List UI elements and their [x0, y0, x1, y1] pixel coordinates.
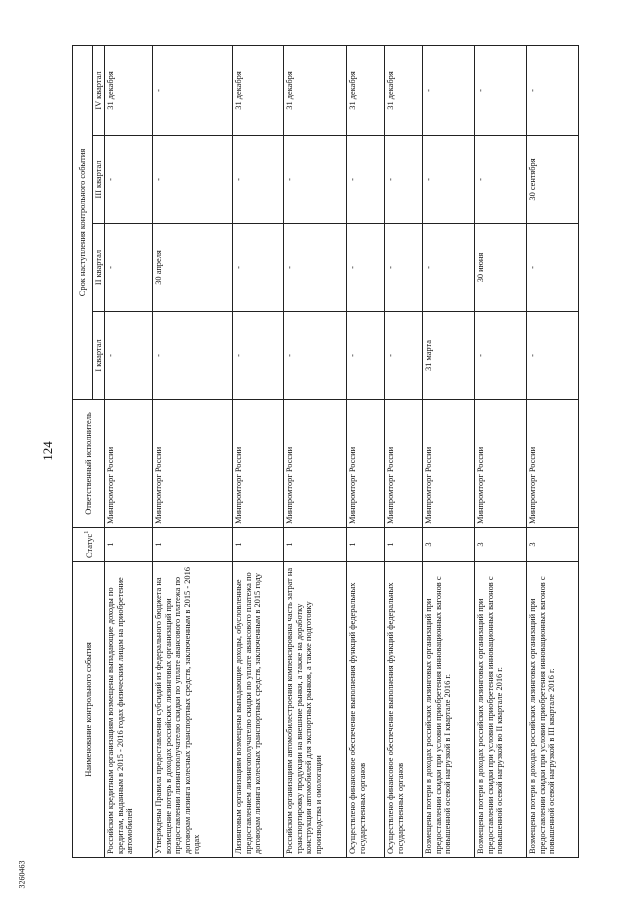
- event-q1: -: [475, 312, 527, 400]
- header-q1: I квартал: [93, 312, 105, 400]
- header-q3: III квартал: [93, 136, 105, 224]
- event-q3: -: [153, 136, 233, 224]
- event-q2: -: [527, 224, 579, 312]
- event-responsible: Минпромторг России: [385, 400, 423, 528]
- event-q3: -: [475, 136, 527, 224]
- event-responsible: Минпромторг России: [527, 400, 579, 528]
- header-responsible: Ответственный исполнитель: [73, 400, 105, 528]
- event-name: Российским организациям автомобилестроения компенсирована часть затрат на транспортировку продукции на внешние рынки, а также на доработку конструкции автомобилей для экспортных рынков, а также подготовку производства и омологации: [284, 562, 347, 858]
- event-q4: -: [475, 46, 527, 136]
- header-status-text: Статус: [84, 533, 94, 558]
- event-q2: -: [233, 224, 284, 312]
- header-name: Наименование контрольного события: [73, 562, 105, 858]
- event-status: 1: [233, 528, 284, 562]
- event-q1: -: [233, 312, 284, 400]
- event-q2: 30 июня: [475, 224, 527, 312]
- event-responsible: Минпромторг России: [153, 400, 233, 528]
- event-q2: -: [423, 224, 475, 312]
- event-q1: -: [347, 312, 385, 400]
- event-q3: -: [233, 136, 284, 224]
- event-status: 3: [475, 528, 527, 562]
- event-q2: 30 апреля: [153, 224, 233, 312]
- event-q1: -: [284, 312, 347, 400]
- event-q2: -: [284, 224, 347, 312]
- header-status-footnote: 1: [83, 530, 90, 534]
- event-responsible: Минпромторг России: [347, 400, 385, 528]
- event-q2: -: [105, 224, 153, 312]
- event-q1: -: [527, 312, 579, 400]
- event-q1: -: [153, 312, 233, 400]
- event-q4: -: [423, 46, 475, 136]
- event-q3: -: [385, 136, 423, 224]
- table-row: [527, 46, 579, 858]
- event-responsible: Минпромторг России: [105, 400, 153, 528]
- event-status: 3: [423, 528, 475, 562]
- event-status: 1: [105, 528, 153, 562]
- table-row: [284, 46, 347, 858]
- event-status: 1: [385, 528, 423, 562]
- event-responsible: Минпромторг России: [423, 400, 475, 528]
- event-q4: 31 декабря: [284, 46, 347, 136]
- event-q3: -: [105, 136, 153, 224]
- event-q2: -: [347, 224, 385, 312]
- event-q3: -: [423, 136, 475, 224]
- event-name: Возмещены потери в доходах российских лизинговых организаций при предоставлении скидки при условии приобретения инновационных вагонов с повышенной осевой нагрузкой в I квартале 2016 г.: [423, 562, 475, 858]
- event-name: Осуществлено финансовое обеспечение выполнения функций федеральных государственных органов: [347, 562, 385, 858]
- header-status: [73, 528, 105, 562]
- table-row: [423, 46, 475, 858]
- event-name: Лизинговым организациям возмещены выпадающие доходы, обусловленные предоставлением лизингополучателю скидки по уплате авансового платежа по договорам лизинга колесных транспортных средств, заключенным в 2015 году: [233, 562, 284, 858]
- event-q2: -: [385, 224, 423, 312]
- event-status: 1: [153, 528, 233, 562]
- table-row: [233, 46, 284, 858]
- event-q1: -: [385, 312, 423, 400]
- table-row: [347, 46, 385, 858]
- event-q3: 30 сентября: [527, 136, 579, 224]
- event-status: 3: [527, 528, 579, 562]
- event-q4: 31 декабря: [233, 46, 284, 136]
- control-events-table-wrapper: [72, 46, 612, 858]
- event-responsible: Минпромторг России: [284, 400, 347, 528]
- event-name: Осуществлено финансовое обеспечение выполнения функций федеральных государственных органов: [385, 562, 423, 858]
- table-row: [385, 46, 423, 858]
- event-status: 1: [284, 528, 347, 562]
- event-name: Возмещены потери в доходах российских лизинговых организаций при предоставлении скидки при условии приобретения инновационных вагонов с повышенной осевой нагрузкой во II квартале 2016 г.: [475, 562, 527, 858]
- event-responsible: Минпромторг России: [233, 400, 284, 528]
- event-name: Российским кредитным организациям возмещены выпадающие доходы по кредитам, выданным в 2015 - 2016 годах физическим лицам на приобретение автомобилей: [105, 562, 153, 858]
- event-q3: -: [284, 136, 347, 224]
- table-row: [475, 46, 527, 858]
- page-number: 124: [39, 441, 55, 461]
- event-q4: 31 декабря: [347, 46, 385, 136]
- header-q2: II квартал: [93, 224, 105, 312]
- event-q1: -: [105, 312, 153, 400]
- document-id: 3260463: [17, 860, 27, 889]
- event-name: Утверждены Правила предоставления субсидий из федерального бюджета на возмещение потерь в доходах российских лизинговых организаций при предоставлении лизингополучателю скидки по уплате авансового платежа по договорам лизинга колесных транспортных средств, заключенным в 2015 - 2016 годах: [153, 562, 233, 858]
- event-q4: -: [527, 46, 579, 136]
- table-row: [153, 46, 233, 858]
- event-name: Возмещены потери в доходах российских лизинговых организаций при предоставлении скидки при условии приобретения инновационных вагонов с повышенной осевой нагрузкой в III квартале 2016 г.: [527, 562, 579, 858]
- event-q1: 31 марта: [423, 312, 475, 400]
- event-q4: 31 декабря: [385, 46, 423, 136]
- event-status: 1: [347, 528, 385, 562]
- event-q4: -: [153, 46, 233, 136]
- header-q4: IV квартал: [93, 46, 105, 136]
- header-deadline: Срок наступления контрольного события: [73, 46, 93, 400]
- table-row: [105, 46, 153, 858]
- event-q4: 31 декабря: [105, 46, 153, 136]
- event-q3: -: [347, 136, 385, 224]
- control-events-table: [72, 45, 579, 858]
- event-responsible: Минпромторг России: [475, 400, 527, 528]
